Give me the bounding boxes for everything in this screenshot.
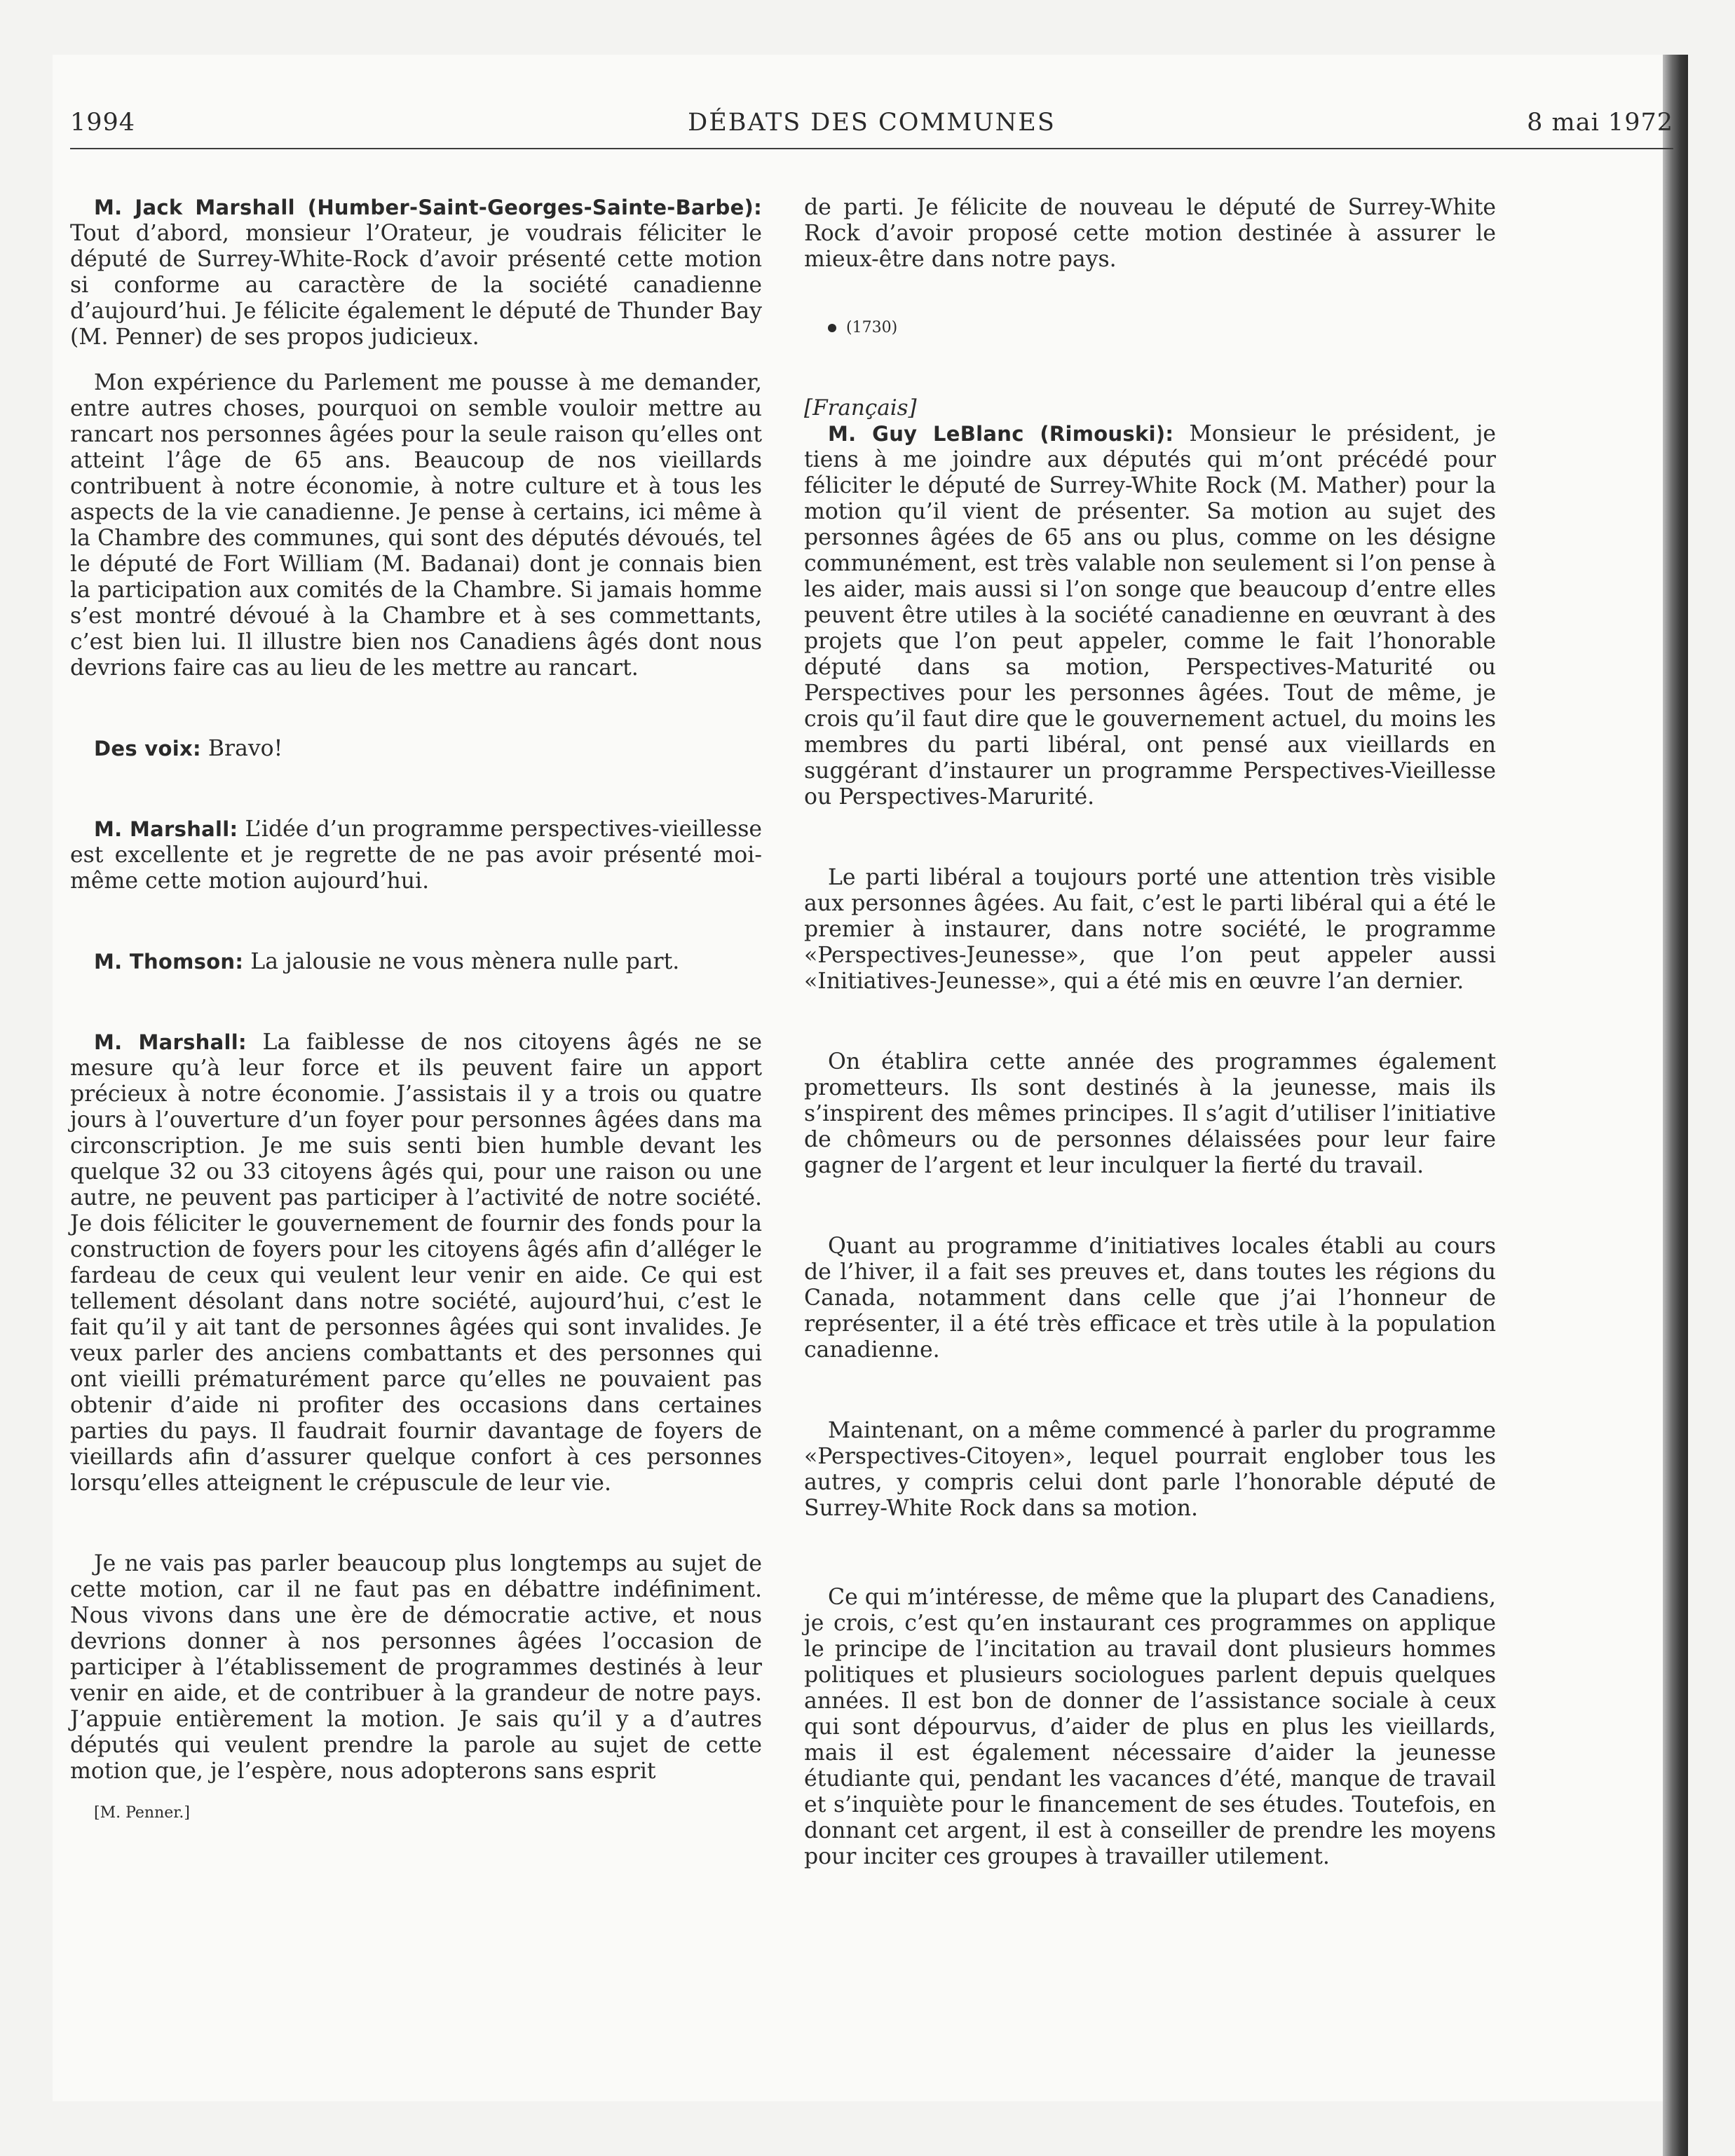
paragraph	[804, 421, 1496, 810]
speech-text: Ce qui m’intéresse, de même que la plupart des Canadiens, je crois, c’est qu’en instaurant ces programmes on applique le principe de l’incitation au travail dont plusieurs hommes politiques et plusieurs sociologues parlent depuis quelques années. Il est bon de donner de l’assistance sociale à ceux qui sont dépourvus, d’aider de plus en plus les vieillards, mais il est également nécessaire d’aider la jeunesse étudiante qui, pendant les vacances d’été, manque de travail et s’inquiète pour le financement de ses études. Toutefois, en donnant cet argent, il est à conseiller de prendre les moyens pour inciter ces groupes à travailler utilement.	[804, 1585, 1496, 1869]
paragraph	[804, 1418, 1496, 1522]
speaker-name: M. Marshall:	[94, 1030, 247, 1054]
speaker-name: M. Thomson:	[94, 950, 244, 974]
paragraph	[70, 195, 762, 350]
speech-text: Bravo!	[207, 736, 283, 761]
paragraph	[804, 1585, 1496, 1870]
bullet-icon	[828, 324, 836, 332]
speaker-name: Des voix:	[94, 737, 201, 760]
paragraph	[70, 736, 762, 762]
speech-text: Mon expérience du Parlement me pousse à me demander, entre autres choses, pourquoi on semble vouloir mettre au rancart nos personnes âgées pour la seule raison qu’elles ont atteint l’âge de 65 ans. Beaucoup de nos vieillards contribuent à notre économie, à notre culture et à tous les aspects de la vie canadienne. Je pense à certains, ici même à la Chambre des communes, qui sont des députés dévoués, tel le député de Fort William (M. Badanai) dont je connais bien la participation aux comités de la Chambre. Si jamais homme s’est montré dévoué à la Chambre et à ses commettants, c’est bien lui. Il illustre bien nos Canadiens âgés dont nous devrions faire cas au lieu de les mettre au rancart.	[70, 370, 762, 681]
speech-text: On établira cette année des programmes également prometteurs. Ils sont destinés à la jeunesse, mais ils s’inspirent des mêmes principes. Il s’agit d’utiliser l’initiative de chômeurs ou de personnes délaissées pour leur faire gagner de l’argent et leur inculquer la fierté du travail.	[804, 1049, 1496, 1178]
speech-text: L’idée d’un programme perspectives-vieillesse est excellente et je regrette de ne pas avoir présenté moi-même cette motion aujourd’hui.	[70, 817, 762, 894]
speech-text: Le parti libéral a toujours porté une attention très visible aux personnes âgées. Au fait, c’est le parti libéral qui a été le premier à instaurer, dans notre société, le programme «Perspectives-Jeunesse», que l’on peut appeler aussi «Initiatives-Jeunesse», qui a été mis en œuvre l’an dernier.	[804, 865, 1496, 994]
publication-title: DÉBATS DES COMMUNES	[688, 109, 1056, 137]
paragraph	[804, 195, 1496, 273]
language-tag: [Français]	[804, 395, 917, 421]
scan-edge-shadow	[1663, 55, 1688, 2156]
issue-date: 8 mai 1972	[1527, 109, 1673, 137]
time-marker-text: (1730)	[846, 319, 898, 336]
page-header	[70, 109, 1673, 149]
speech-text: Maintenant, on a même commencé à parler du programme «Perspectives-Citoyen», lequel pourrait englober tous les autres, y compris celui dont parle l’honorable député de Surrey-White Rock dans sa motion.	[804, 1418, 1496, 1521]
paragraph	[804, 1049, 1496, 1179]
paragraph	[70, 1551, 762, 1785]
time-marker	[828, 315, 1496, 341]
speech-text: Quant au programme d’initiatives locales établi au cours de l’hiver, il a fait ses preuves et, dans toutes les régions du Canada, notamment dans celle que j’ai l’honneur de représenter, il a été très efficace et très utile à la population canadienne.	[804, 1234, 1496, 1363]
speech-text: de parti. Je félicite de nouveau le député de Surrey-White Rock d’avoir proposé cette motion destinée à assurer le mieux-être dans notre pays.	[804, 195, 1496, 272]
paragraph	[70, 949, 762, 975]
attribution-footnote: [M. Penner.]	[94, 1804, 190, 1822]
page-number: 1994	[70, 109, 136, 137]
speech-text: Je ne vais pas parler beaucoup plus longtemps au sujet de cette motion, car il ne faut pas en débattre indéfiniment. Nous vivons dans une ère de démocratie active, et nous devrions donner à nos personnes âgées l’occasion de participer à l’établissement de programmes destinés à leur venir en aide, et de contribuer à la grandeur de notre pays. J’appuie entièrement la motion. Je sais qu’il y a d’autres députés qui veulent prendre la parole au sujet de cette motion que, je l’espère, nous adopterons sans esprit	[70, 1551, 762, 1784]
speech-text: Tout d’abord, monsieur l’Orateur, je voudrais féliciter le député de Surrey-White-Rock d’avoir présenté cette motion si conforme au caractère de la société canadienne d’aujourd’hui. Je félicite également le député de Thunder Bay (M. Penner) de ses propos judicieux.	[70, 221, 762, 350]
paragraph	[70, 370, 762, 681]
speaker-name: M. Guy LeBlanc (Rimouski):	[828, 422, 1174, 446]
paragraph	[70, 817, 762, 894]
speech-text: La jalousie ne vous mènera nulle part.	[250, 949, 680, 974]
speech-text: Monsieur le président, je tiens à me joindre aux députés qui m’ont précédé pour féliciter le député de Surrey-White Rock (M. Mather) pour la motion qu’il vient de présenter. Sa motion au sujet des personnes âgées de 65 ans ou plus, comme on les désigne communément, est très valable non seulement si l’on pense à les aider, mais aussi si l’on songe que beaucoup d’entre elles peuvent être utiles à la société canadienne en œuvrant à des projets que l’on peut appeler, comme le fait l’honorable député dans sa motion, Perspectives-Maturité ou Perspectives pour les personnes âgées. Tout de même, je crois qu’il faut dire que le gouvernement actuel, du moins les membres du parti libéral, ont pensé aux vieillards en suggérant d’instaurer un programme Perspectives-Vieillesse ou Perspectives-Marurité.	[804, 421, 1496, 810]
speaker-name: M. Jack Marshall (Humber-Saint-Georges-Sainte-Barbe):	[94, 196, 762, 219]
speaker-name: M. Marshall:	[94, 817, 238, 841]
speech-text: La faiblesse de nos citoyens âgés ne se mesure qu’à leur force et ils peuvent faire un apport précieux à notre économie. J’assistais il y a trois ou quatre jours à l’ouverture d’un foyer pour personnes âgées dans ma circonscription. Je me suis senti bien humble devant les quelque 32 ou 33 citoyens âgés qui, pour une raison ou une autre, ne peuvent pas participer à l’activité de notre société. Je dois féliciter le gouvernement de fournir des fonds pour la construction de foyers pour les citoyens âgés afin d’alléger le fardeau de ceux qui veulent leur venir en aide. Ce qui est tellement désolant dans notre société, aujourd’hui, c’est le fait qu’il y ait tant de personnes âgées qui sont invalides. Je veux parler des anciens combattants et des personnes qui ont vieilli prématurément parce qu’elles ne pouvaient pas obtenir d’aide ni profiter des occasions dans certaines parties du pays. Il faudrait fournir davantage de foyers de vieillards afin d’assurer quelque confort à ces personnes lorsqu’elles atteignent le crépuscule de leur vie.	[70, 1030, 762, 1496]
paragraph	[804, 1234, 1496, 1363]
left-column	[70, 195, 762, 1826]
paragraph	[804, 865, 1496, 995]
paragraph	[70, 1030, 762, 1496]
right-column	[804, 195, 1496, 1925]
